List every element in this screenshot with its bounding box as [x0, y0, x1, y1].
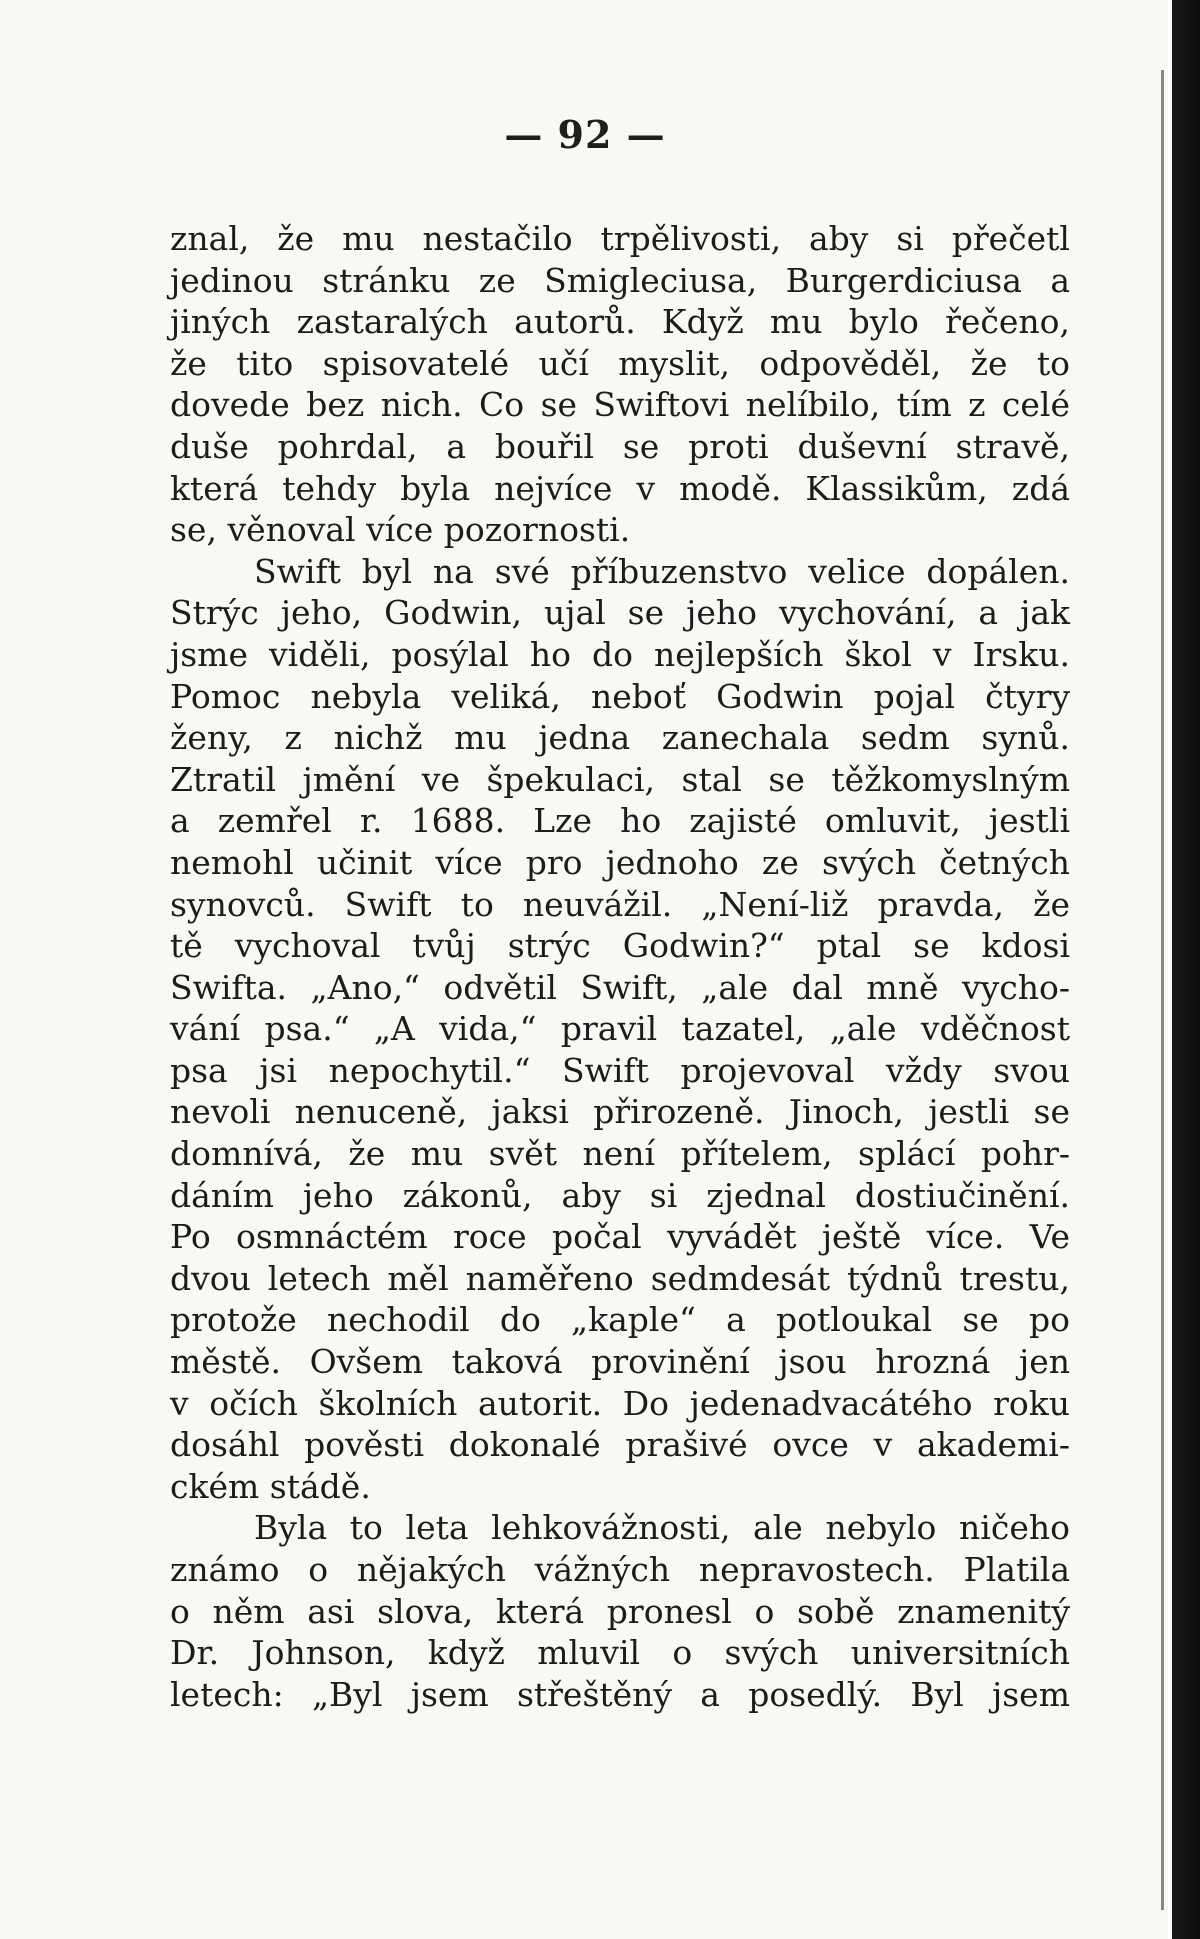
text-line: o něm asi slova, která pronesl o sobě znamenitý — [170, 1591, 1070, 1631]
text-line: v očích školních autorit. Do jedenadvacátého roku — [170, 1383, 1070, 1423]
text-line: dáním jeho zákonů, aby si zjednal dostiučinění. — [170, 1175, 1070, 1215]
text-line: že tito spisovatelé učí myslit, odpověděl, že to — [170, 343, 1070, 383]
text-line: psa jsi nepochytil.“ Swift projevoval vždy svou — [170, 1050, 1070, 1090]
body-text — [170, 218, 1070, 1715]
text-line: Byla to leta lehkovážnosti, ale nebylo ničeho — [254, 1508, 1070, 1548]
text-line: městě. Ovšem taková provinění jsou hrozná jen — [170, 1342, 1070, 1382]
text-line: Strýc jeho, Godwin, ujal se jeho vychování, a jak — [170, 593, 1070, 633]
text-line: nemohl učinit více pro jednoho ze svých četných — [170, 842, 1070, 882]
text-line: Pomoc nebyla veliká, neboť Godwin pojal čtyry — [170, 676, 1070, 716]
text-line: znal, že mu nestačilo trpělivosti, aby si přečetl — [170, 219, 1070, 258]
text-line: a zemřel r. 1688. Lze ho zajisté omluvit, jestli — [170, 801, 1070, 841]
text-line: Dr. Johnson, když mluvil o svých universitních — [170, 1633, 1070, 1673]
page-border-line — [1161, 70, 1164, 1910]
text-line: synovců. Swift to neuvážil. „Není-liž pravda, že — [170, 884, 1070, 924]
text-line: duše pohrdal, a bouřil se proti duševní stravě, — [170, 426, 1070, 466]
text-line: nevoli nenuceně, jaksi přirozeně. Jinoch, jestli se — [170, 1092, 1070, 1132]
page-binding-edge — [1168, 0, 1200, 1939]
text-line: ženy, z nichž mu jedna zanechala sedm synů. — [170, 718, 1070, 758]
text-line: dovede bez nich. Co se Swiftovi nelíbilo, tím z celé — [170, 385, 1070, 425]
text-line: jedinou stránku ze Smigleciusa, Burgerdiciusa a — [170, 260, 1070, 300]
text-line: domnívá, že mu svět není přítelem, splácí pohr- — [170, 1134, 1070, 1174]
text-line: Ztratil jmění ve špekulaci, stal se těžkomyslným — [170, 759, 1070, 799]
text-line: vání psa.“ „A vida,“ pravil tazatel, „ale vděčnost — [170, 1009, 1070, 1049]
text-line: dosáhl pověsti dokonalé prašivé ovce v akademi- — [170, 1425, 1070, 1465]
text-line: tě vychoval tvůj strýc Godwin?“ ptal se kdosi — [170, 926, 1070, 966]
text-line: známo o nějakých vážných nepravostech. Platila — [170, 1550, 1070, 1589]
text-line: letech: „Byl jsem střeštěný a posedlý. Byl jsem — [170, 1674, 1070, 1714]
text-line: Swift byl na své příbuzenstvo velice dopálen. — [254, 551, 1070, 591]
text-line: jiných zastaralých autorů. Když mu bylo řečeno, — [170, 302, 1070, 342]
text-line: Po osmnáctém roce počal vyvádět ještě více. Ve — [170, 1217, 1070, 1257]
text-line: se, věnoval více pozornosti. — [170, 510, 631, 550]
text-line: ckém stádě. — [170, 1466, 371, 1506]
text-line: která tehdy byla nejvíce v modě. Klassikům, zdá — [170, 468, 1070, 508]
text-line: jsme viděli, posýlal ho do nejlepších škol v Irsku. — [170, 634, 1070, 674]
text-line: Swifta. „Ano,“ odvětil Swift, „ale dal mně vycho- — [170, 967, 1070, 1007]
page-number: — 92 — — [504, 112, 666, 157]
text-line: dvou letech měl naměřeno sedmdesát týdnů trestu, — [170, 1258, 1070, 1298]
text-line: protože nechodil do „kaple“ a potloukal se po — [170, 1300, 1070, 1340]
